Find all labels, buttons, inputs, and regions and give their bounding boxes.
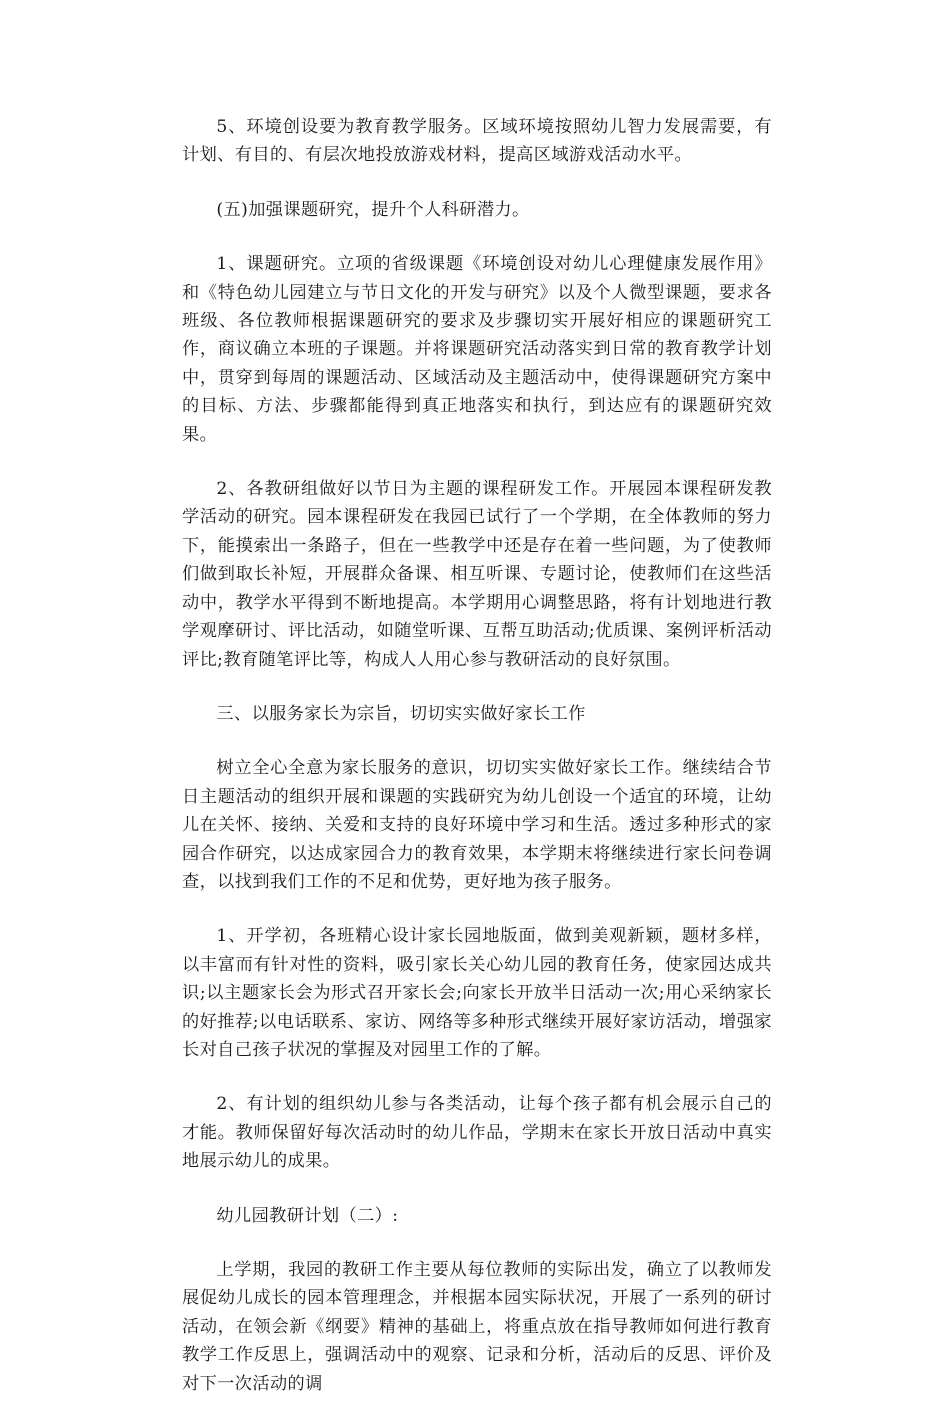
section-heading-parents: 三、以服务家长为宗旨，切切实实做好家长工作 — [216, 703, 586, 724]
paragraph-parent-service: 树立全心全意为家长服务的意识，切切实实做好家长工作。继续结合节日主题活动的组织开展和课题的实践研究为幼儿创设一个适宜的环境，让幼儿在关怀、接纳、关爱和支持的良好环境中学习和生活。透过多种形式的家园合作研究，以达成家园合力的教育效果，本学期末将继续进行家长问卷调查，以找到我们工作的不足和优势，更好地为孩子服务。 — [182, 758, 772, 892]
paragraph-parent-garden: 1、开学初，各班精心设计家长园地版面，做到美观新颖，题材多样，以丰富而有针对性的资料，吸引家长关心幼儿园的教育任务，使家园达成共识;以主题家长会为形式召开家长会;向家长开放半日活动一次;用心采纳家长的好推荐;以电话联系、家访、网络等多种形式继续开展好家访活动，增强家长对自己孩子状况的掌握及对园里工作的了解。 — [182, 926, 772, 1060]
section-heading-plan-two: 幼儿园教研计划（二）: — [216, 1205, 399, 1226]
paragraph-topic-research: 1、课题研究。立项的省级课题《环境创设对幼儿心理健康发展作用》和《特色幼儿园建立与节日文化的开发与研究》以及个人微型课题，要求各班级、各位教师根据课题研究的要求及步骤切实开展好相应的课题研究工作，商议确立本班的子课题。并将课题研究活动落实到日常的教育教学计划中，贯穿到每周的课题活动、区域活动及主题活动中，使得课题研究方案中的目标、方法、步骤都能得到真正地落实和执行，到达应有的课题研究效果。 — [182, 254, 772, 445]
paragraph-activities: 2、有计划的组织幼儿参与各类活动，让每个孩子都有机会展示自己的才能。教师保留好每次活动时的幼儿作品，学期末在家长开放日活动中真实地展示幼儿的成果。 — [182, 1094, 772, 1172]
section-heading-research: (五)加强课题研究，提升个人科研潜力。 — [216, 199, 530, 220]
paragraph-curriculum-development: 2、各教研组做好以节日为主题的课程研发工作。开展园本课程研发教学活动的研究。园本课程研发在我园已试行了一个学期，在全体教师的努力下，能摸索出一条路子，但在一些教学中还是存在着一些问题，为了使教师们做到取长补短，开展群众备课、相互听课、专题讨论，使教师们在这些活动中，教学水平得到不断地提高。本学期用心调整思路，将有计划地进行教学观摩研讨、评比活动，如随堂听课、互帮互助活动;优质课、案例评析活动评比;教育随笔评比等，构成人人用心参与教研活动的良好氛围。 — [182, 479, 772, 670]
paragraph-last-semester: 上学期，我园的教研工作主要从每位教师的实际出发，确立了以教师发展促幼儿成长的园本管理理念，并根据本园实际状况，开展了一系列的研讨活动，在领会新《纲要》精神的基础上，将重点放在指导教师如何进行教育教学工作反思上，强调活动中的观察、记录和分析，活动后的反思、评价及对下一次活动的调 — [182, 1260, 772, 1394]
paragraph-env-creation: 5、环境创设要为教育教学服务。区域环境按照幼儿智力发展需要，有计划、有目的、有层次地投放游戏材料，提高区域游戏活动水平。 — [182, 117, 772, 166]
document-body — [182, 113, 772, 1424]
